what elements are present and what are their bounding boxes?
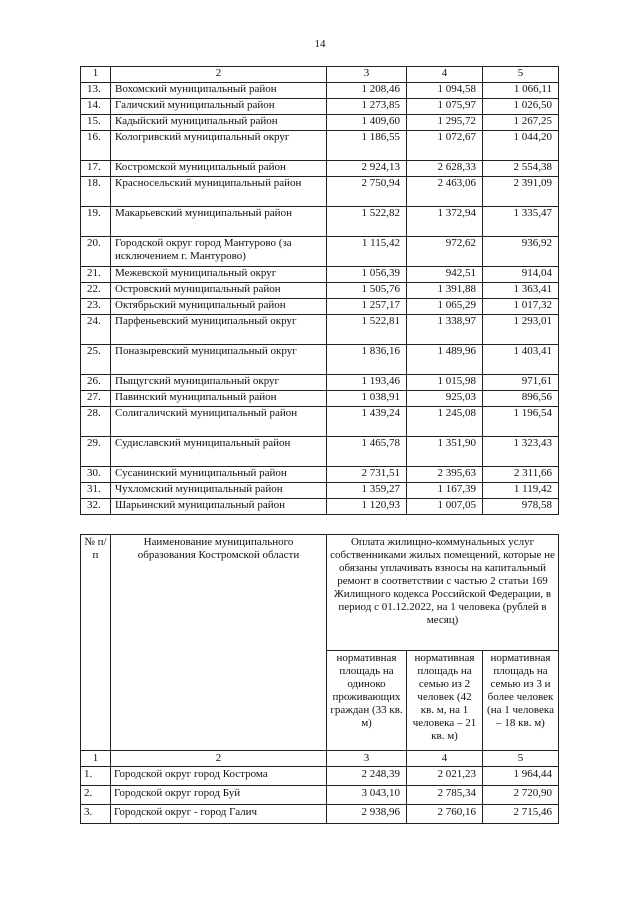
row-value-family-3: 1 196,54 [483,407,559,437]
row-value-family-2: 1 295,72 [407,115,483,131]
row-value-family-3: 2 311,66 [483,467,559,483]
header-cell: 1 [81,751,111,767]
row-number: 21. [81,267,111,283]
row-value-single: 1 522,81 [327,315,407,345]
row-value-single: 3 043,10 [327,786,407,805]
row-value-family-2: 1 094,58 [407,83,483,99]
row-value-single: 1 186,55 [327,131,407,161]
row-value-family-2: 925,03 [407,391,483,407]
row-value-single: 1 522,82 [327,207,407,237]
row-name: Пыщугский муниципальный округ [111,375,327,391]
header-cell: 3 [327,67,407,83]
table-row [81,483,559,499]
row-value-single: 2 938,96 [327,805,407,824]
table-row [81,237,559,267]
row-name: Октябрьский муниципальный район [111,299,327,315]
row-name: Павинский муниципальный район [111,391,327,407]
row-value-family-2: 1 372,94 [407,207,483,237]
table-row [81,207,559,237]
row-value-family-2: 1 015,98 [407,375,483,391]
row-number: 13. [81,83,111,99]
row-value-family-2: 2 760,16 [407,805,483,824]
row-number: 2. [81,786,111,805]
row-value-family-3: 936,92 [483,237,559,267]
row-number: 25. [81,345,111,375]
table-body [81,67,559,515]
row-value-family-3: 2 554,38 [483,161,559,177]
row-value-single: 1 273,85 [327,99,407,115]
row-value-single: 2 924,13 [327,161,407,177]
row-name: Костромской муниципальный район [111,161,327,177]
row-name: Городской округ - город Галич [111,805,327,824]
row-number: 24. [81,315,111,345]
row-number: 28. [81,407,111,437]
row-value-single: 1 208,46 [327,83,407,99]
table-header-row [81,535,559,651]
row-name: Поназыревский муниципальный округ [111,345,327,375]
table-row [81,83,559,99]
table-row [81,131,559,161]
table-row [81,99,559,115]
row-value-family-3: 1 044,20 [483,131,559,161]
row-number: 31. [81,483,111,499]
column-header-number: № п/п [81,535,111,751]
row-name: Межевской муниципальный округ [111,267,327,283]
table-row [81,467,559,483]
row-value-family-3: 1 323,43 [483,437,559,467]
row-value-family-2: 1 489,96 [407,345,483,375]
row-number: 15. [81,115,111,131]
row-value-family-3: 1 017,32 [483,299,559,315]
row-number: 29. [81,437,111,467]
row-name: Шарьинский муниципальный район [111,499,327,515]
table-header-row [81,67,559,83]
table-row [81,161,559,177]
row-number: 18. [81,177,111,207]
row-value-single: 2 248,39 [327,767,407,786]
row-name: Солигаличский муниципальный район [111,407,327,437]
column-header-name: Наименование муниципального образования Костромской области [111,535,327,751]
row-value-family-3: 1 119,42 [483,483,559,499]
row-value-family-3: 1 403,41 [483,345,559,375]
row-value-family-3: 1 335,47 [483,207,559,237]
row-number: 22. [81,283,111,299]
row-number: 27. [81,391,111,407]
table-row [81,267,559,283]
row-value-single: 1 056,39 [327,267,407,283]
row-value-family-2: 1 245,08 [407,407,483,437]
row-value-single: 1 257,17 [327,299,407,315]
row-value-family-2: 1 338,97 [407,315,483,345]
row-name: Судиславский муниципальный район [111,437,327,467]
row-number: 3. [81,805,111,824]
row-value-family-3: 1 267,25 [483,115,559,131]
header-cell: 4 [407,751,483,767]
row-value-family-2: 942,51 [407,267,483,283]
table-row [81,805,559,824]
row-number: 14. [81,99,111,115]
row-value-family-2: 1 065,29 [407,299,483,315]
row-value-family-3: 971,61 [483,375,559,391]
row-value-family-2: 2 395,63 [407,467,483,483]
row-name: Вохомский муниципальный район [111,83,327,99]
header-cell: 1 [81,67,111,83]
row-value-single: 2 731,51 [327,467,407,483]
row-number: 1. [81,767,111,786]
table-row [81,767,559,786]
header-cell: 5 [483,67,559,83]
row-number: 23. [81,299,111,315]
row-value-family-2: 1 075,97 [407,99,483,115]
row-value-single: 1 505,76 [327,283,407,299]
column-header-payment: Оплата жилищно-коммунальных услуг собственниками жилых помещений, которые не обязаны уплачивать взносы на капитальный ремонт в соответствии с частью 2 статьи 169 Жилищного кодекса Российской Федерации, в период с 01.12.2022, на 1 человека (рублей в месяц) [327,535,559,651]
table-row [81,315,559,345]
row-value-family-2: 2 463,06 [407,177,483,207]
row-value-family-2: 2 021,23 [407,767,483,786]
row-value-single: 1 465,78 [327,437,407,467]
row-name: Городской округ город Кострома [111,767,327,786]
row-value-family-2: 2 628,33 [407,161,483,177]
row-value-single: 1 115,42 [327,237,407,267]
row-name: Чухломский муниципальный район [111,483,327,499]
table-row [81,283,559,299]
header-cell: 4 [407,67,483,83]
row-value-family-2: 972,62 [407,237,483,267]
table-row [81,391,559,407]
subheader-family-3: нормативная площадь на семью из 3 и более человек (на 1 человека – 18 кв. м) [483,651,559,751]
row-value-family-3: 1 964,44 [483,767,559,786]
row-value-single: 2 750,94 [327,177,407,207]
row-value-single: 1 359,27 [327,483,407,499]
table-body [81,535,559,824]
row-name: Сусанинский муниципальный район [111,467,327,483]
row-value-single: 1 038,91 [327,391,407,407]
row-value-family-2: 1 167,39 [407,483,483,499]
subheader-single: нормативная площадь на одиноко проживающих граждан (33 кв. м) [327,651,407,751]
row-name: Макарьевский муниципальный район [111,207,327,237]
row-value-family-2: 1 072,67 [407,131,483,161]
header-cell: 5 [483,751,559,767]
row-number: 16. [81,131,111,161]
subheader-family-2: нормативная площадь на семью из 2 человек (42 кв. м, на 1 человека – 21 кв. м) [407,651,483,751]
table-row [81,437,559,467]
row-name: Городской округ город Мантурово (за исключением г. Мантурово) [111,237,327,267]
row-name: Галичский муниципальный район [111,99,327,115]
row-number: 19. [81,207,111,237]
row-value-family-2: 1 007,05 [407,499,483,515]
row-value-family-2: 1 391,88 [407,283,483,299]
row-number: 30. [81,467,111,483]
row-value-single: 1 439,24 [327,407,407,437]
table-row [81,299,559,315]
header-cell: 2 [111,67,327,83]
page-number: 14 [314,38,326,50]
row-value-single: 1 409,60 [327,115,407,131]
row-number: 32. [81,499,111,515]
row-value-family-3: 978,58 [483,499,559,515]
row-name: Островский муниципальный район [111,283,327,299]
table-row [81,407,559,437]
table-row [81,786,559,805]
row-value-family-2: 1 351,90 [407,437,483,467]
table-row [81,345,559,375]
row-value-family-3: 1 066,11 [483,83,559,99]
row-name: Красносельский муниципальный район [111,177,327,207]
row-name: Кадыйский муниципальный район [111,115,327,131]
row-value-family-3: 1 026,50 [483,99,559,115]
table-index-row [81,751,559,767]
table-row [81,177,559,207]
row-value-family-3: 914,04 [483,267,559,283]
table-row [81,115,559,131]
table-municipal-districts [80,66,559,515]
row-number: 20. [81,237,111,267]
header-cell: 2 [111,751,327,767]
row-value-single: 1 193,46 [327,375,407,391]
row-name: Кологривский муниципальный округ [111,131,327,161]
table-urban-districts [80,534,559,824]
row-value-single: 1 836,16 [327,345,407,375]
row-name: Городской округ город Буй [111,786,327,805]
row-value-family-3: 1 293,01 [483,315,559,345]
table-row [81,499,559,515]
row-number: 26. [81,375,111,391]
header-cell: 3 [327,751,407,767]
row-number: 17. [81,161,111,177]
table-row [81,375,559,391]
row-value-family-3: 896,56 [483,391,559,407]
row-value-family-3: 1 363,41 [483,283,559,299]
row-value-family-2: 2 785,34 [407,786,483,805]
row-value-single: 1 120,93 [327,499,407,515]
row-value-family-3: 2 715,46 [483,805,559,824]
row-value-family-3: 2 391,09 [483,177,559,207]
row-value-family-3: 2 720,90 [483,786,559,805]
row-name: Парфеньевский муниципальный округ [111,315,327,345]
